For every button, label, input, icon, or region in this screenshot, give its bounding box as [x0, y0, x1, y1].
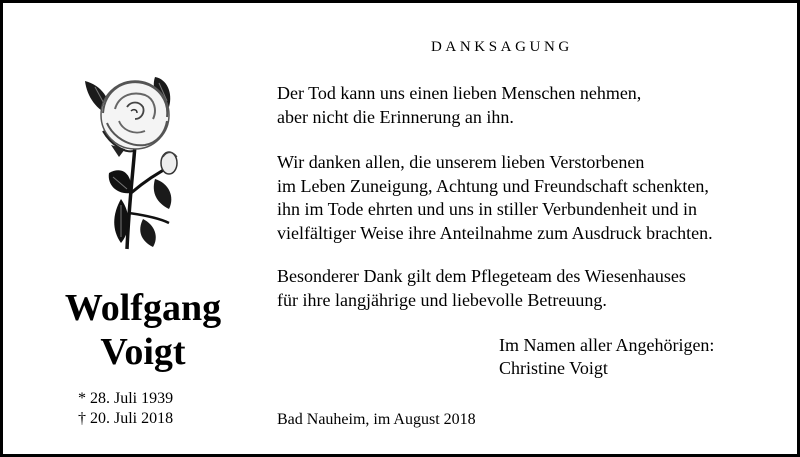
- paragraph-2: [277, 151, 713, 245]
- signoff-name: Christine Voigt: [499, 358, 608, 378]
- text-line: ihn im Tode ehrten und uns in stiller Verbundenheit und in: [277, 199, 698, 219]
- signoff-line: Im Namen aller Angehörigen:: [499, 335, 715, 355]
- text-line: aber nicht die Erinnerung an ihn.: [277, 106, 514, 127]
- first-name: Wolfgang: [64, 287, 222, 329]
- paragraph-3: [277, 265, 686, 312]
- signoff: [499, 334, 714, 380]
- paragraph-1: [277, 82, 641, 129]
- place-date: Bad Nauheim, im August 2018: [277, 411, 476, 428]
- birth-date: * 28. Juli 1939: [78, 390, 174, 407]
- text-line: für ihre langjährige und liebevolle Betreuung.: [277, 289, 607, 310]
- text-line: vielfältiger Weise ihre Anteilnahme zum Ausdruck brachten.: [277, 222, 713, 243]
- rose-icon: [73, 53, 213, 253]
- text-line: Wir danken allen, die unserem lieben Verstorbenen: [277, 152, 645, 172]
- text-line: Besonderer Dank gilt dem Pflegeteam des Wiesenhauses: [277, 266, 686, 286]
- last-name: Voigt: [100, 331, 186, 373]
- text-line: im Leben Zuneigung, Achtung und Freundschaft schenkten,: [277, 175, 709, 196]
- heading: DANKSAGUNG: [431, 39, 573, 55]
- death-date: † 20. Juli 2018: [78, 410, 174, 427]
- text-line: Der Tod kann uns einen lieben Menschen nehmen,: [277, 83, 642, 103]
